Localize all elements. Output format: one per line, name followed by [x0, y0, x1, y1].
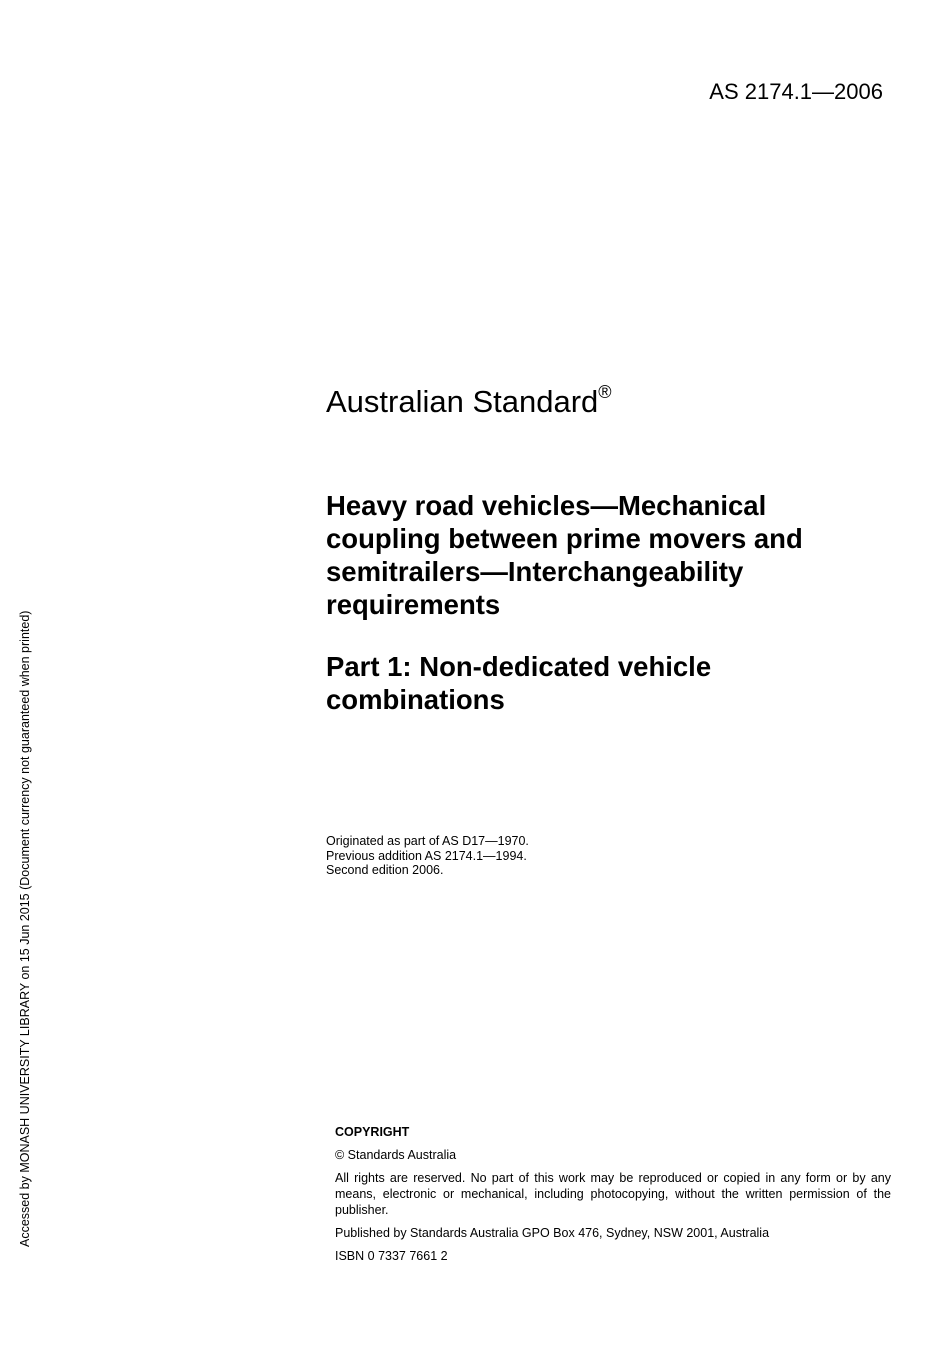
publisher-info: Published by Standards Australia GPO Box 476, Sydney, NSW 2001, Australia: [335, 1226, 770, 1240]
isbn: ISBN 0 7337 7661 2: [335, 1249, 448, 1263]
copyright-owner: © Standards Australia: [335, 1148, 457, 1162]
registered-mark: ®: [598, 382, 612, 402]
brand-heading: [326, 382, 612, 422]
document-subtitle: Part 1: Non-dedicated vehicle combinations: [326, 651, 712, 715]
copyright-block: [335, 1124, 891, 1271]
history-line: Originated as part of AS D17—1970.: [326, 834, 529, 848]
copyright-heading: COPYRIGHT: [335, 1125, 410, 1139]
document-title: Heavy road vehicles—Mechanical coupling between prime movers and semitrailers—Interchangeability requirements: [326, 490, 803, 620]
rights-statement: All rights are reserved. No part of this work may be reproduced or copied in any form or by any means, electronic or mechanical, including photocopying, without the written permission of the publisher.: [335, 1171, 891, 1217]
history-line: Second edition 2006.: [326, 863, 444, 877]
brand-name: Australian Standard: [326, 384, 599, 419]
standard-number: AS 2174.1—2006: [709, 79, 883, 104]
edition-history: [326, 834, 529, 878]
access-note: Accessed by MONASH UNIVERSITY LIBRARY on 15 Jun 2015 (Document currency not guaranteed when printed): [18, 610, 32, 1247]
history-line: Previous addition AS 2174.1—1994.: [326, 848, 527, 863]
